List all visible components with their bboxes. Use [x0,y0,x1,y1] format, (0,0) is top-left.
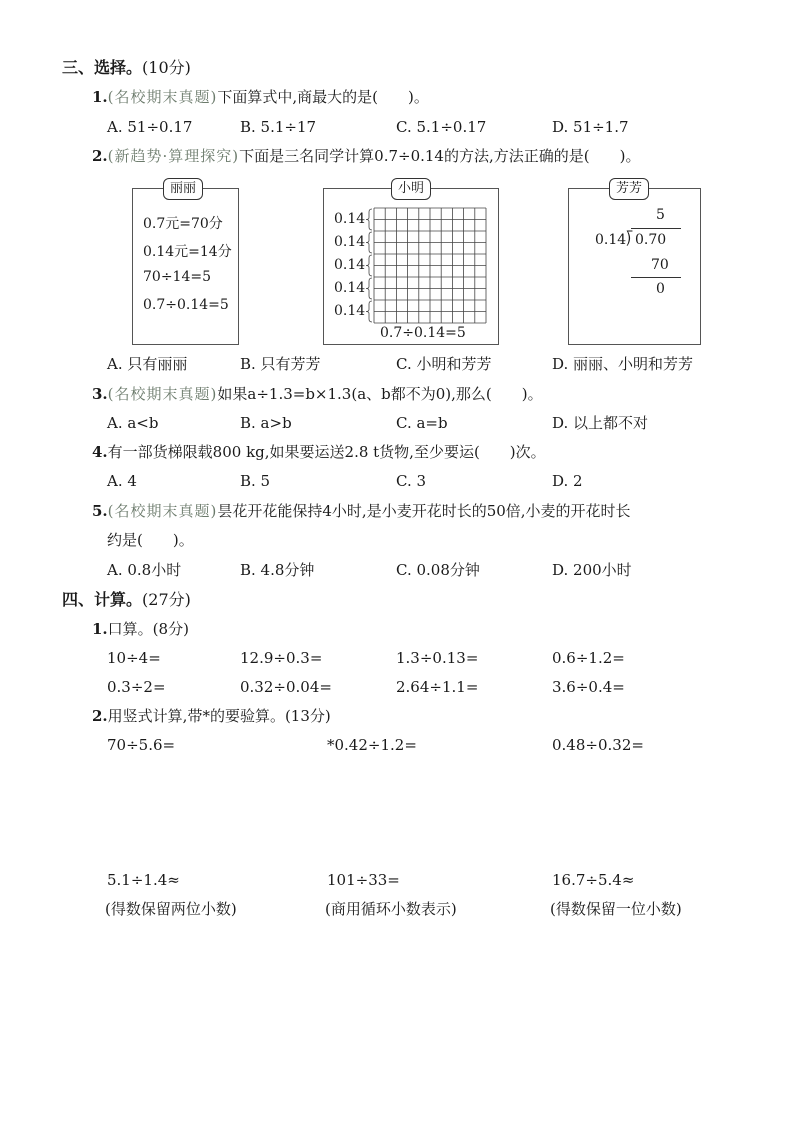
mental-math-item: 12.9÷0.3= [240,649,323,667]
division-bracket: ⟌ [626,230,633,249]
vertical-calc-item: 5.1÷1.4≈ [107,871,180,889]
vertical-calc-item: 0.48÷0.32= [552,736,644,754]
calc-note: (得数保留一位小数) [550,900,682,918]
division-bar [631,228,681,229]
q1-option-c[interactable]: C. 5.1÷0.17 [396,118,487,136]
row-label: 0.14 [334,257,366,273]
panel-label-lili: 丽丽 [163,178,203,200]
xiaoming-caption: 0.7÷0.14=5 [380,325,466,341]
brace-icon [366,255,372,276]
question-tag: (名校期末真题) [107,88,218,106]
q3-option-c[interactable]: C. a=b [396,414,448,432]
q5-option-a[interactable]: A. 0.8小时 [107,561,182,579]
mental-math-item: 3.6÷0.4= [552,678,625,696]
section-3-title: 三、选择。(10分) [62,58,191,77]
q2-option-d[interactable]: D. 丽丽、小明和芳芳 [552,355,694,373]
row-label: 0.14 [334,280,366,296]
panel-lili [132,181,239,345]
lili-line: 0.14元=14分 [143,244,232,260]
vertical-calc-item: 16.7÷5.4≈ [552,871,635,889]
q5-option-c[interactable]: C. 0.08分钟 [396,561,480,579]
question-tag: (新趋势·算理探究) [107,147,240,165]
division-remainder: 0 [656,281,665,297]
q1-option-b[interactable]: B. 5.1÷17 [240,118,317,136]
mental-math-item: 0.32÷0.04= [240,678,332,696]
mental-math-item: 1.3÷0.13= [396,649,479,667]
lili-line: 70÷14=5 [143,269,211,285]
hundred-grid [366,207,488,325]
part-1-heading: 1.口算。(8分) [92,620,189,638]
q1-option-d[interactable]: D. 51÷1.7 [552,118,629,136]
question-4: 4.有一部货梯限载800 kg,如果要运送2.8 t货物,至少要运( )次。 [92,443,546,461]
q2-option-b[interactable]: B. 只有芳芳 [240,355,321,373]
vertical-calc-item: *0.42÷1.2= [327,736,417,754]
division-product: 70 [651,257,669,273]
vertical-calc-item: 70÷5.6= [107,736,176,754]
q4-option-c[interactable]: C. 3 [396,472,427,490]
mental-math-item: 2.64÷1.1= [396,678,479,696]
q4-option-a[interactable]: A. 4 [107,472,137,490]
division-divisor: 0.14 [595,232,627,248]
calc-note: (商用循环小数表示) [325,900,457,918]
q4-option-d[interactable]: D. 2 [552,472,583,490]
mental-math-item: 10÷4= [107,649,161,667]
part-2-heading: 2.用竖式计算,带*的要验算。(13分) [92,707,331,725]
lili-line: 0.7÷0.14=5 [143,297,229,313]
q2-option-c[interactable]: C. 小明和芳芳 [396,355,492,373]
q5-option-b[interactable]: B. 4.8分钟 [240,561,315,579]
section-4-points: (27分) [142,590,191,609]
row-label: 0.14 [334,234,366,250]
brace-icon [366,278,372,299]
row-label: 0.14 [334,211,366,227]
q3-option-d[interactable]: D. 以上都不对 [552,414,649,432]
panel-fangfang [568,181,701,345]
question-5-continued: 约是( )。 [107,531,194,549]
brace-icon [366,301,372,322]
section-4-title: 四、计算。(27分) [62,590,191,609]
q2-option-a[interactable]: A. 只有丽丽 [107,355,188,373]
mental-math-item: 0.3÷2= [107,678,166,696]
brace-icon [366,232,372,253]
question-1: 1.(名校期末真题)下面算式中,商最大的是( )。 [92,88,429,106]
question-tag: (名校期末真题) [107,385,218,403]
division-quotient: 5 [656,207,665,223]
q5-option-d[interactable]: D. 200小时 [552,561,632,579]
division-underline [631,277,681,278]
question-3: 3.(名校期末真题)如果a÷1.3=b×1.3(a、b都不为0),那么( )。 [92,385,543,403]
panel-label-xiaoming: 小明 [391,178,431,200]
mental-math-item: 0.6÷1.2= [552,649,625,667]
q3-option-a[interactable]: A. a<b [107,414,159,432]
question-tag: (名校期末真题) [107,502,218,520]
vertical-calc-item: 101÷33= [327,871,400,889]
question-2: 2.(新趋势·算理探究)下面是三名同学计算0.7÷0.14的方法,方法正确的是( )。 [92,147,641,165]
lili-line: 0.7元=70分 [143,216,223,232]
brace-icon [366,209,372,230]
section-3-points: (10分) [142,58,191,77]
panel-label-fangfang: 芳芳 [609,178,649,200]
division-dividend: 0.70 [635,232,667,248]
panel-xiaoming [323,181,499,345]
q1-option-a[interactable]: A. 51÷0.17 [107,118,193,136]
question-5: 5.(名校期末真题)昙花开花能保持4小时,是小麦开花时长的50倍,小麦的开花时长 [92,502,631,520]
q3-option-b[interactable]: B. a>b [240,414,292,432]
calc-note: (得数保留两位小数) [105,900,237,918]
row-label: 0.14 [334,303,366,319]
q4-option-b[interactable]: B. 5 [240,472,271,490]
